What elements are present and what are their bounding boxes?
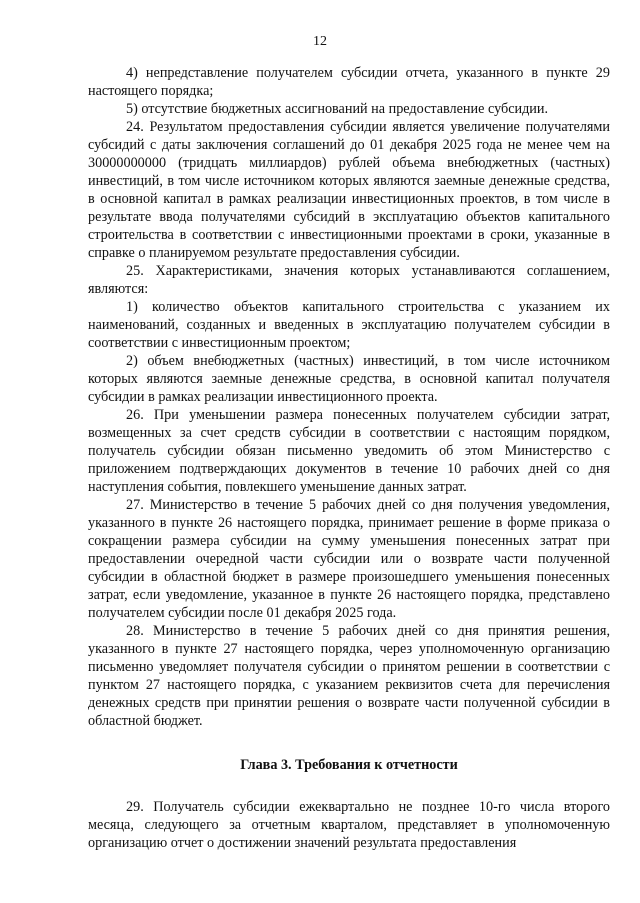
clause-28: 28. Министерство в течение 5 рабочих дней со дня принятия решения, указанного в пункте 27 настоящего порядка, через уполномоченную организацию письменно уведомляет получателя субсидии о принятом решении в соответствии с пунктом 27 настоящего порядка, с указанием реквизитов счета для перечисления денежных средств при принятии решения о возврате части полученной субсидии в областной бюджет. (88, 623, 610, 729)
chapter-heading: Глава 3. Требования к отчетности (240, 757, 458, 773)
clause-26: 26. При уменьшении размера понесенных получателем субсидии затрат, возмещенных за счет средств субсидии в соответствии с настоящим порядком, получатель субсидии обязан письменно уведомить об этом Министерство с приложением подтверждающих документов в течение 10 рабочих дней со дня наступления события, повлекшего уменьшение данных затрат. (88, 407, 610, 495)
clause-27: 27. Министерство в течение 5 рабочих дней со дня получения уведомления, указанного в пункте 26 настоящего порядка, принимает решение в форме приказа о сокращении размера субсидии на сумму уменьшения понесенных затрат при предоставлении очередной части субсидии или о возврате части полученной субсидии в областной бюджет в размере произошедшего уменьшения понесенных затрат, если уведомление, указанное в пункте 26 настоящего порядка, представлено получателем субсидии после 01 декабря 2025 года. (88, 497, 610, 621)
document-body (88, 64, 610, 852)
clause-29: 29. Получатель субсидии ежеквартально не позднее 10-го числа второго месяца, следующего за отчетным кварталом, представляет в уполномоченную организацию отчет о достижении значений результата предоставления (88, 799, 610, 851)
clause-25-item-2: 2) объем внебюджетных (частных) инвестиций, в том числе источником которых являются заемные денежные средства, в основной капитал получателя субсидии в рамках реализации инвестиционного проекта. (88, 353, 610, 405)
clause-24: 24. Результатом предоставления субсидии является увеличение получателями субсидий с даты заключения соглашений до 01 декабря 2025 года не менее чем на 30000000000 (тридцать миллиардов) рублей объема внебюджетных (частных) инвестиций, в том числе источником которых являются заемные денежные средства, в основной капитал в рамках реализации инвестиционных проектов, в том числе в результате ввода получателями субсидий в эксплуатацию объектов капитального строительства в соответствии с инвестиционными проектами в сроки, указанные в справке о планируемом результате предоставления субсидии. (88, 119, 610, 261)
clause-25: 25. Характеристиками, значения которых устанавливаются соглашением, являются: (88, 263, 610, 297)
list-item-4: 4) непредставление получателем субсидии отчета, указанного в пункте 29 настоящего порядка; (88, 65, 610, 99)
list-item-5: 5) отсутствие бюджетных ассигнований на предоставление субсидии. (126, 101, 549, 117)
clause-25-item-1: 1) количество объектов капитального строительства с указанием их наименований, созданных и введенных в эксплуатацию получателем субсидии в соответствии с инвестиционным проектом; (88, 299, 610, 351)
page-number: 12 (313, 34, 327, 49)
